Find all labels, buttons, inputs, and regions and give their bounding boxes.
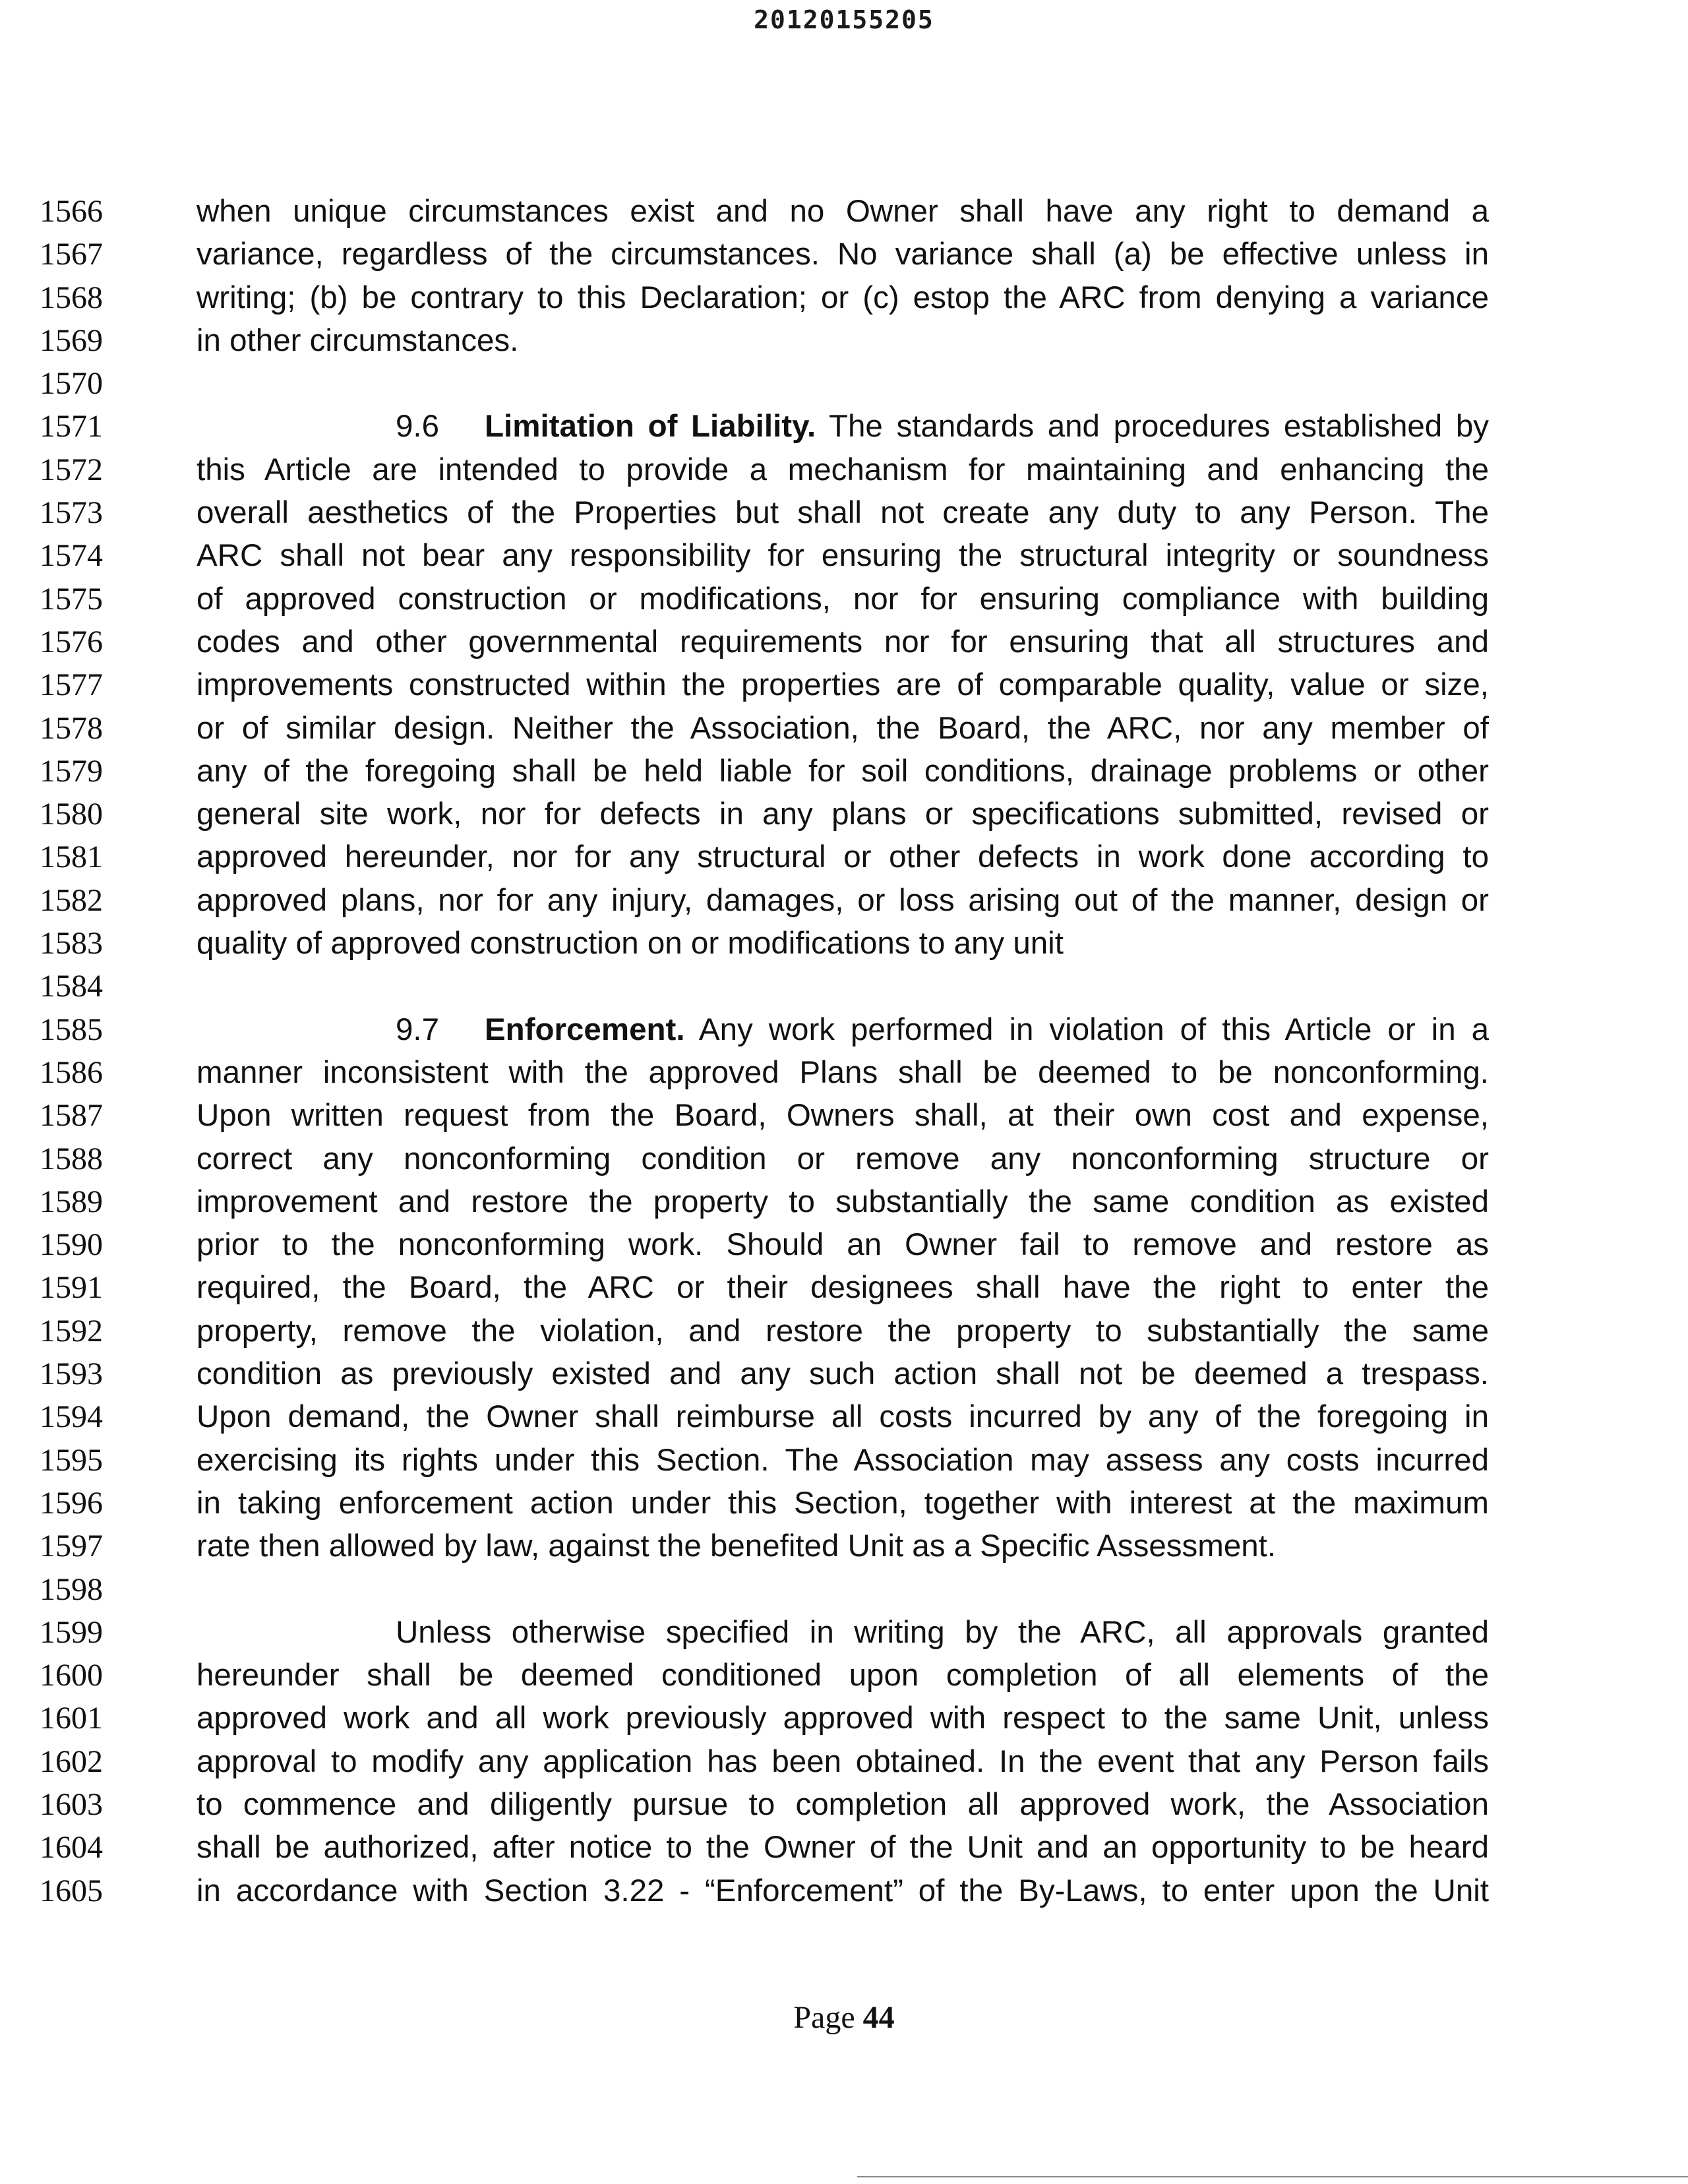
line-number: 1572 [40, 452, 103, 487]
line-text: correct any nonconforming condition or remove any nonconforming structure or [196, 1141, 1489, 1176]
line-text: to commence and diligently pursue to completion all approved work, the Association [196, 1786, 1489, 1822]
line-number: 1576 [40, 624, 103, 659]
line-number: 1574 [40, 538, 103, 574]
page-number: 44 [862, 2000, 895, 2035]
line-text: manner inconsistent with the approved Plans shall be deemed to be nonconforming. [196, 1054, 1489, 1090]
section-heading-line [396, 1008, 1489, 1051]
line-text: variance, regardless of the circumstances. No variance shall (a) be effective unless in [196, 237, 1489, 272]
line-number: 1566 [40, 194, 103, 229]
line-number: 1580 [40, 797, 103, 832]
line-text: hereunder shall be deemed conditioned upon completion of all elements of the [196, 1658, 1489, 1693]
line-number: 1587 [40, 1098, 103, 1134]
line-text: condition as previously existed and any such action shall not be deemed a trespass. [196, 1356, 1489, 1392]
line-row [0, 1439, 1688, 1482]
line-number: 1603 [40, 1786, 103, 1822]
line-row [0, 491, 1688, 534]
line-row [0, 879, 1688, 922]
line-number: 1569 [40, 322, 103, 358]
line-row [0, 276, 1688, 319]
line-row [0, 405, 1688, 448]
line-row [0, 1697, 1688, 1740]
line-row [0, 1180, 1688, 1223]
line-row [0, 965, 1688, 1008]
scan-artifact-line [857, 2176, 1688, 2177]
line-text: or of similar design. Neither the Association, the Board, the ARC, nor any member of [196, 710, 1489, 746]
line-text: improvements constructed within the properties are of comparable quality, value or size, [196, 667, 1489, 703]
line-number: 1575 [40, 581, 103, 617]
line-row [0, 1525, 1688, 1567]
line-row [0, 1740, 1688, 1783]
line-text: Upon demand, the Owner shall reimburse all costs incurred by any of the foregoing in [196, 1399, 1489, 1435]
line-row [0, 1654, 1688, 1697]
line-number: 1601 [40, 1701, 103, 1736]
line-row [0, 1869, 1688, 1912]
line-row [0, 362, 1688, 405]
line-number: 1573 [40, 495, 103, 531]
line-number: 1570 [40, 366, 103, 402]
line-row [0, 1138, 1688, 1180]
page-label: Page [793, 2000, 855, 2035]
line-text: in taking enforcement action under this Section, together with interest at the maximum [196, 1485, 1489, 1521]
line-row [0, 534, 1688, 577]
line-number: 1594 [40, 1399, 103, 1435]
line-text: The standards and procedures established by [828, 409, 1490, 444]
line-text: approved work and all work previously approved with respect to the same Unit, unless [196, 1701, 1489, 1736]
line-text: general site work, nor for defects in any plans or specifications submitted, revised or [196, 797, 1489, 832]
line-text: Upon written request from the Board, Owners shall, at their own cost and expense, [196, 1098, 1489, 1134]
line-row [0, 663, 1688, 706]
document-body [0, 190, 1688, 1912]
line-text: of approved construction or modifications, nor for ensuring compliance with building [196, 581, 1489, 617]
line-text: in accordance with Section 3.22 - “Enforcement” of the By-Laws, to enter upon the Unit [196, 1873, 1489, 1908]
line-number: 1584 [40, 969, 103, 1004]
line-number: 1595 [40, 1442, 103, 1478]
section-number: 9.6 [396, 409, 440, 444]
line-number: 1598 [40, 1571, 103, 1607]
line-text: when unique circumstances exist and no Owner shall have any right to demand a [196, 194, 1489, 229]
line-row [0, 621, 1688, 663]
line-number: 1597 [40, 1529, 103, 1564]
line-text: any of the foregoing shall be held liable for soil conditions, drainage problems or other [196, 753, 1489, 789]
line-number: 1591 [40, 1270, 103, 1306]
line-number: 1605 [40, 1873, 103, 1908]
line-text: in other circumstances. [196, 322, 519, 358]
line-row [0, 190, 1688, 233]
line-number: 1567 [40, 237, 103, 272]
line-text: required, the Board, the ARC or their designees shall have the right to enter the [196, 1270, 1489, 1306]
section-number: 9.7 [396, 1012, 440, 1047]
line-text: this Article are intended to provide a mechanism for maintaining and enhancing the [196, 452, 1489, 487]
line-number: 1592 [40, 1313, 103, 1349]
line-number: 1568 [40, 280, 103, 315]
line-number: 1604 [40, 1830, 103, 1866]
line-number: 1586 [40, 1054, 103, 1090]
line-number: 1585 [40, 1012, 103, 1047]
document-number: 20120155205 [754, 5, 934, 34]
line-number: 1593 [40, 1356, 103, 1392]
line-text: quality of approved construction on or modifications to any unit [196, 926, 1064, 961]
line-row [0, 707, 1688, 750]
line-text: property, remove the violation, and restore the property to substantially the same [196, 1313, 1489, 1349]
section-title: Enforcement. [485, 1012, 685, 1047]
line-text: ARC shall not bear any responsibility for ensuring the structural integrity or soundness [196, 538, 1489, 574]
line-row [0, 578, 1688, 621]
line-row [0, 1008, 1688, 1051]
line-number: 1600 [40, 1658, 103, 1693]
line-text: approved plans, nor for any injury, damages, or loss arising out of the manner, design or [196, 882, 1489, 918]
section-heading-line [396, 405, 1489, 448]
line-row [0, 793, 1688, 835]
line-number: 1583 [40, 926, 103, 961]
line-row [0, 1094, 1688, 1137]
line-text: writing; (b) be contrary to this Declaration; or (c) estop the ARC from denying a variance [196, 280, 1489, 315]
line-row [0, 1352, 1688, 1395]
line-number: 1571 [40, 409, 103, 444]
line-row [0, 1826, 1688, 1869]
line-row [0, 1611, 1688, 1654]
line-number: 1599 [40, 1614, 103, 1650]
line-row [0, 1266, 1688, 1309]
line-text: codes and other governmental requirements nor for ensuring that all structures and [196, 624, 1489, 659]
line-row [0, 448, 1688, 491]
line-number: 1578 [40, 710, 103, 746]
line-number: 1588 [40, 1141, 103, 1176]
line-row [0, 233, 1688, 276]
line-number: 1596 [40, 1485, 103, 1521]
section-title: Limitation of Liability. [485, 409, 816, 444]
line-row [0, 1568, 1688, 1611]
page-footer [0, 1999, 1688, 2036]
line-number: 1579 [40, 753, 103, 789]
line-text: Unless otherwise specified in writing by the ARC, all approvals granted [396, 1614, 1489, 1650]
line-row [0, 1783, 1688, 1826]
line-number: 1577 [40, 667, 103, 703]
line-text: approval to modify any application has been obtained. In the event that any Person fails [196, 1744, 1489, 1779]
line-text: overall aesthetics of the Properties but shall not create any duty to any Person. The [196, 495, 1489, 531]
line-row [0, 835, 1688, 878]
line-row [0, 1482, 1688, 1525]
line-text: shall be authorized, after notice to the Owner of the Unit and an opportunity to be heard [196, 1830, 1489, 1866]
line-row [0, 1223, 1688, 1266]
line-number: 1582 [40, 882, 103, 918]
line-row [0, 1395, 1688, 1438]
line-row [0, 1310, 1688, 1352]
line-text: improvement and restore the property to substantially the same condition as existed [196, 1184, 1489, 1219]
line-number: 1581 [40, 839, 103, 875]
line-row [0, 1051, 1688, 1094]
line-row [0, 750, 1688, 793]
line-number: 1590 [40, 1227, 103, 1263]
line-row [0, 319, 1688, 362]
line-text: approved hereunder, nor for any structural or other defects in work done according to [196, 839, 1489, 875]
line-number: 1589 [40, 1184, 103, 1219]
line-text: prior to the nonconforming work. Should an Owner fail to remove and restore as [196, 1227, 1489, 1263]
line-text: rate then allowed by law, against the benefited Unit as a Specific Assessment. [196, 1529, 1277, 1564]
line-row [0, 922, 1688, 965]
line-text: Any work performed in violation of this Article or in a [698, 1012, 1490, 1047]
line-text: exercising its rights under this Section. The Association may assess any costs incurred [196, 1442, 1489, 1478]
line-number: 1602 [40, 1744, 103, 1779]
